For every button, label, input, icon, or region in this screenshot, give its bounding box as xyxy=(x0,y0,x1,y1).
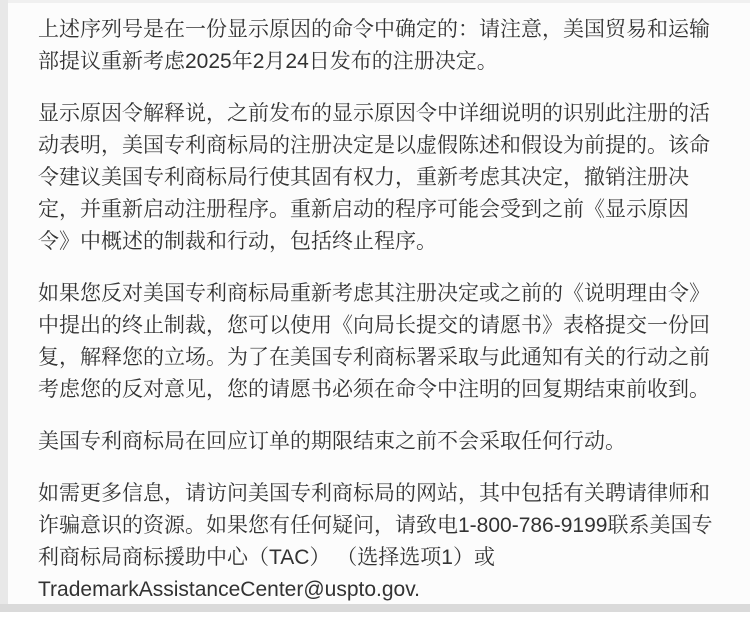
paragraph-serial-number-notice xyxy=(38,14,714,78)
text-line: 动表明，美国专利商标局的注册决定是以虚假陈述和假设为前提的。该命 xyxy=(38,134,710,157)
text-line: 如需更多信息，请访问美国专利商标局的网站，其中包括有关聘请律师和 xyxy=(38,482,710,505)
text-line: 考虑您的反对意见，您的请愿书必须在命令中注明的回复期结束前收到。 xyxy=(38,378,710,401)
text-line: 上述序列号是在一份显示原因的命令中确定的：请注意，美国贸易和运输 xyxy=(38,18,710,41)
document-body-text xyxy=(38,14,714,626)
text-line: 定，并重新启动注册程序。重新启动的程序可能会受到之前《显示原因 xyxy=(38,198,689,221)
text-line: 复，解释您的立场。为了在美国专利商标署采取与此通知有关的行动之前 xyxy=(38,346,710,369)
paragraph-show-cause-order-explanation xyxy=(38,98,714,258)
text-line: 部提议重新考虑2025年2月24日发布的注册决定。 xyxy=(38,50,498,73)
text-line: 中提出的终止制裁，您可以使用《向局长提交的请愿书》表格提交一份回 xyxy=(38,314,710,337)
text-line: 诈骗意识的资源。如果您有任何疑问，请致电1-800-786-9199联系美国专 xyxy=(38,514,713,537)
text-line: 利商标局商标援助中心（TAC） （选择选项1）或 xyxy=(38,546,495,569)
text-line: 令建议美国专利商标局行使其固有权力，重新考虑其决定，撤销注册决 xyxy=(38,166,689,189)
page-left-edge xyxy=(0,0,8,612)
contact-email-text: TrademarkAssistanceCenter@uspto.gov. xyxy=(38,578,420,601)
text-line: 如果您反对美国专利商标局重新考虑其注册决定或之前的《说明理由令》 xyxy=(38,282,710,305)
text-line: 显示原因令解释说，之前发布的显示原因令中详细说明的识别此注册的活 xyxy=(38,102,710,125)
page-bottom-edge xyxy=(0,604,750,612)
paragraph-objection-petition-instructions xyxy=(38,278,714,406)
page-top-edge xyxy=(0,0,750,3)
paragraph-more-information-contact xyxy=(38,478,714,606)
text-line: 美国专利商标局在回应订单的期限结束之前不会采取任何行动。 xyxy=(38,430,626,453)
text-line: 令》中概述的制裁和行动，包括终止程序。 xyxy=(38,230,437,253)
paragraph-no-action-statement xyxy=(38,426,714,458)
